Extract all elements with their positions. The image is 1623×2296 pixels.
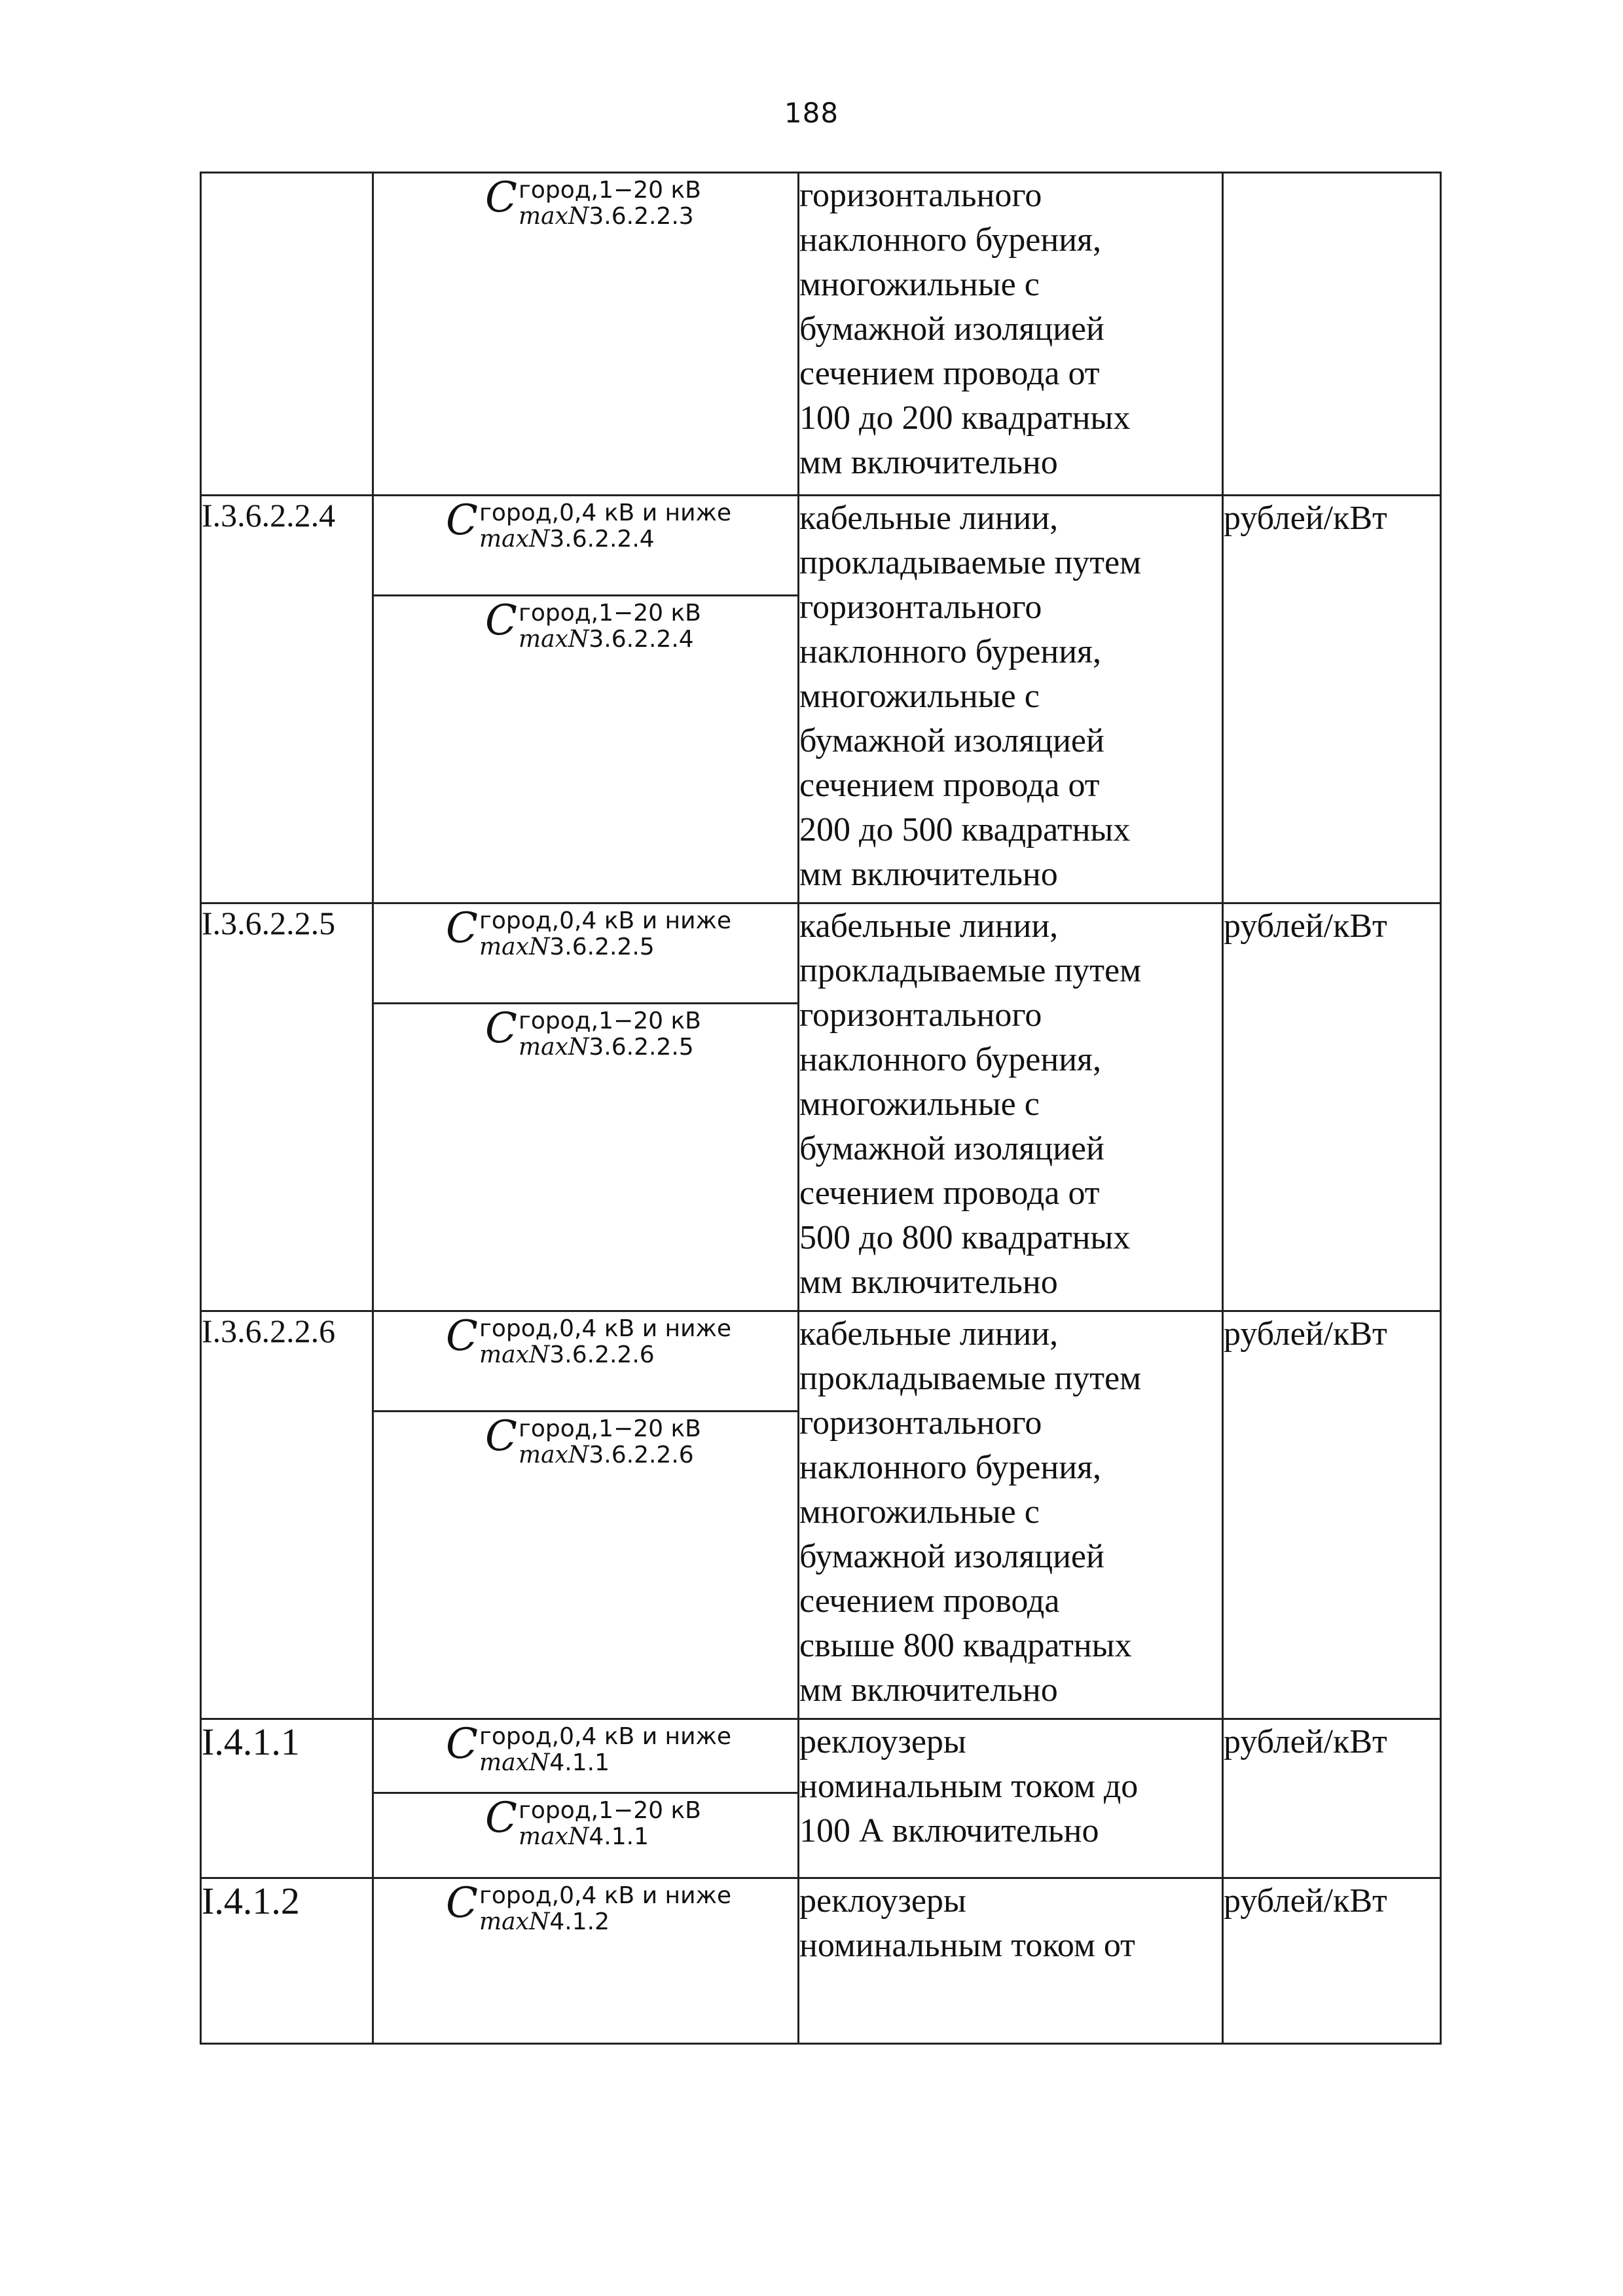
formula-subscript: maxN3.6.2.2.5 (518, 1034, 694, 1061)
description-line: горизонтального (799, 996, 1042, 1034)
formula-symbol: C (485, 596, 517, 645)
description-cell (799, 1719, 1223, 1878)
formula-subscript: maxN4.1.2 (479, 1908, 610, 1935)
formula-subscript: maxN3.6.2.2.5 (479, 934, 655, 960)
formula-block (374, 594, 797, 653)
row-code: I.3.6.2.2.4 (201, 496, 373, 903)
description-cell (799, 1878, 1223, 2044)
description-line: 200 до 500 квадратных (799, 811, 1131, 848)
description-line: бумажной изоляцией (799, 310, 1104, 348)
description-line: 100 А включительно (799, 1812, 1099, 1850)
formula-subscript: maxN4.1.1 (518, 1823, 649, 1850)
formula-symbol: C (446, 496, 478, 545)
table-row (201, 496, 1441, 903)
description-line: наклонного бурения, (799, 633, 1101, 670)
description-line: сечением провода от (799, 1175, 1100, 1212)
formula-subscript: maxN4.1.1 (479, 1749, 610, 1776)
formula-block (374, 1002, 797, 1061)
formula-superscript: город,0,4 кВ и ниже (479, 500, 732, 526)
description-line: горизонтального (799, 589, 1042, 626)
formula-block (374, 173, 797, 230)
description-line: номинальным током до (799, 1768, 1139, 1805)
formula-cell (373, 1719, 799, 1878)
description-line: 100 до 200 квадратных (799, 399, 1131, 437)
formula-superscript: город,0,4 кВ и ниже (479, 1882, 732, 1909)
description-line: наклонного бурения, (799, 1041, 1101, 1078)
unit-cell: рублей/кВт (1223, 1878, 1441, 2044)
formula-symbol: C (446, 904, 478, 953)
description-line: кабельные линии, (799, 907, 1059, 945)
tariff-table (200, 172, 1442, 2045)
description-line: наклонного бурения, (799, 1449, 1101, 1486)
formula-symbol: C (485, 173, 517, 222)
description-line: наклонного бурения, (799, 221, 1101, 259)
description-line: сечением провода от (799, 355, 1100, 392)
description-line: бумажной изоляцией (799, 1130, 1104, 1167)
formula-subscript: maxN3.6.2.2.3 (518, 203, 694, 230)
formula-symbol: C (446, 1720, 478, 1768)
formula-block (374, 496, 797, 594)
description-line: 500 до 800 квадратных (799, 1219, 1131, 1256)
formula-subscript: maxN3.6.2.2.6 (479, 1341, 655, 1368)
description-line: горизонтального (799, 177, 1042, 214)
row-code: I.4.1.1 (201, 1719, 373, 1878)
formula-symbol: C (446, 1312, 478, 1360)
unit-cell: рублей/кВт (1223, 1719, 1441, 1878)
description-line: прокладываемые путем (799, 544, 1142, 581)
table-row (201, 1311, 1441, 1719)
formula-superscript: город,0,4 кВ и ниже (479, 907, 732, 934)
formula-symbol: C (485, 1004, 517, 1053)
description-line: многожильные с (799, 1493, 1040, 1531)
formula-symbol: C (446, 1879, 478, 1927)
formula-block (374, 1879, 797, 1935)
formula-subscript: maxN3.6.2.2.6 (518, 1442, 694, 1468)
table-row (201, 1878, 1441, 2044)
description-line: номинальным током от (799, 1927, 1135, 1964)
formula-cell (373, 1878, 799, 2044)
table-row (201, 903, 1441, 1311)
page-number: 188 (784, 97, 839, 129)
formula-superscript: город,1−20 кВ (518, 1415, 701, 1442)
description-line: горизонтального (799, 1404, 1042, 1442)
description-cell (799, 173, 1223, 496)
description-line: мм включительно (799, 1264, 1058, 1301)
formula-superscript: город,0,4 кВ и ниже (479, 1723, 732, 1750)
unit-cell: рублей/кВт (1223, 496, 1441, 903)
row-code: I.3.6.2.2.6 (201, 1311, 373, 1719)
description-cell (799, 496, 1223, 903)
description-line: сечением провода (799, 1582, 1060, 1620)
unit-cell: рублей/кВт (1223, 903, 1441, 1311)
table-row (201, 173, 1441, 496)
formula-subscript: maxN3.6.2.2.4 (518, 626, 694, 653)
formula-symbol: C (485, 1412, 517, 1461)
formula-block (374, 1720, 797, 1792)
table-row (201, 1719, 1441, 1878)
formula-block (374, 1792, 797, 1850)
description-line: многожильные с (799, 266, 1040, 303)
description-line: мм включительно (799, 1671, 1058, 1709)
unit-cell (1223, 173, 1441, 496)
description-line: сечением провода от (799, 767, 1100, 804)
description-line: реклоузеры (799, 1723, 966, 1760)
description-line: кабельные линии, (799, 1315, 1059, 1353)
description-line: мм включительно (799, 856, 1058, 893)
description-line: мм включительно (799, 444, 1058, 481)
formula-superscript: город,1−20 кВ (518, 1797, 701, 1824)
row-code: I.4.1.2 (201, 1878, 373, 2044)
description-line: многожильные с (799, 678, 1040, 715)
formula-cell (373, 496, 799, 903)
description-line: реклоузеры (799, 1882, 966, 1920)
formula-block (374, 904, 797, 1002)
formula-block (374, 1410, 797, 1468)
description-line: свыше 800 квадратных (799, 1627, 1132, 1664)
formula-cell (373, 903, 799, 1311)
formula-superscript: город,1−20 кВ (518, 1008, 701, 1034)
formula-symbol: C (485, 1794, 517, 1842)
row-code (201, 173, 373, 496)
description-line: прокладываемые путем (799, 952, 1142, 989)
description-line: кабельные линии, (799, 500, 1059, 537)
description-line: бумажной изоляцией (799, 1538, 1104, 1575)
unit-cell: рублей/кВт (1223, 1311, 1441, 1719)
description-cell (799, 1311, 1223, 1719)
description-cell (799, 903, 1223, 1311)
formula-subscript: maxN3.6.2.2.4 (479, 526, 655, 553)
description-line: многожильные с (799, 1085, 1040, 1123)
formula-block (374, 1312, 797, 1410)
description-line: бумажной изоляцией (799, 722, 1104, 759)
formula-superscript: город,0,4 кВ и ниже (479, 1315, 732, 1342)
formula-cell (373, 173, 799, 496)
description-line: прокладываемые путем (799, 1360, 1142, 1397)
formula-superscript: город,1−20 кВ (518, 177, 701, 204)
row-code: I.3.6.2.2.5 (201, 903, 373, 1311)
formula-cell (373, 1311, 799, 1719)
formula-superscript: город,1−20 кВ (518, 600, 701, 627)
